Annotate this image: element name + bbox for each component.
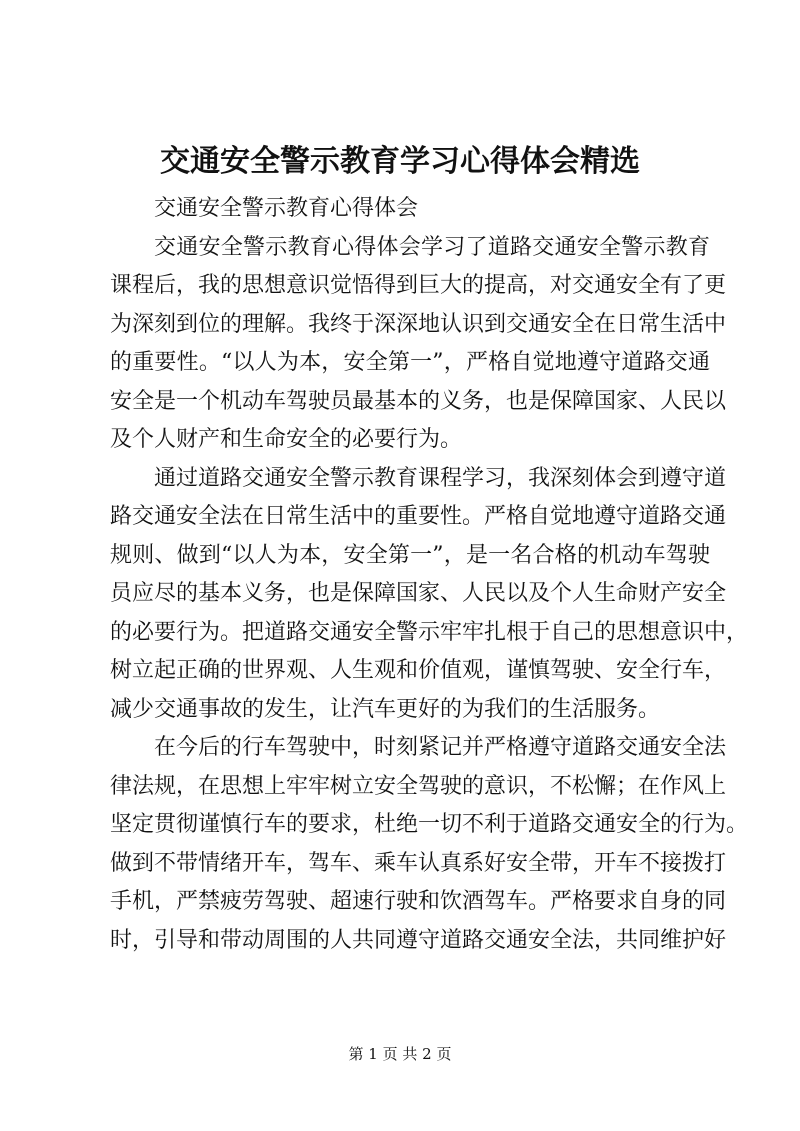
paragraph-line: 的重要性。“以人为本，安全第一”，严格自觉地遵守道路交通 <box>110 350 710 375</box>
paragraph-line: 律法规，在思想上牢牢树立安全驾驶的意识，不松懈；在作风上 <box>110 773 727 799</box>
paragraph-2 <box>110 460 749 730</box>
paragraph-line: 规则、做到“以人为本，安全第一”，是一名合格的机动车驾驶 <box>110 542 710 568</box>
paragraph-line: 时，引导和带动周围的人共同遵守道路交通安全法，共同维护好 <box>110 927 727 953</box>
paragraph-line: 路交通安全法在日常生活中的重要性。严格自觉地遵守道路交通 <box>110 504 727 529</box>
paragraph-line: 交通安全警示教育心得体会学习了道路交通安全警示教育 <box>154 234 710 260</box>
paragraph-line: 员应尽的基本义务，也是保障国家、人民以及个人生命财产安全 <box>110 581 727 606</box>
paragraph-line: 手机，严禁疲劳驾驶、超速行驶和饮酒驾车。严格要求自身的同 <box>110 889 727 914</box>
paragraph-line: 减少交通事故的发生，让汽车更好的为我们的生活服务。 <box>110 696 661 722</box>
paragraph-line: 为深刻到位的理解。我终于深深地认识到交通安全在日常生活中 <box>110 311 727 337</box>
paragraph-line: 课程后，我的思想意识觉悟得到巨大的提高，对交通安全有了更 <box>110 273 727 298</box>
paragraph-line: 坚定贯彻谨慎行车的要求，杜绝一切不利于道路交通安全的行为。 <box>110 812 749 837</box>
page-number-footer: 第 1 页 共 2 页 <box>348 1045 452 1063</box>
document-subtitle: 交通安全警示教育心得体会 <box>154 196 419 221</box>
paragraph-3 <box>110 729 749 960</box>
document-body <box>110 190 749 960</box>
paragraph-line: 及个人财产和生命安全的必要行为。 <box>110 427 463 452</box>
document-title: 交通安全警示教育学习心得体会精选 <box>160 144 640 179</box>
paragraph-line: 安全是一个机动车驾驶员最基本的义务，也是保障国家、人民以 <box>110 388 727 414</box>
paragraph-line: 在今后的行车驾驶中，时刻紧记并严格遵守道路交通安全法 <box>154 735 727 760</box>
paragraph-line: 的必要行为。把道路交通安全警示牢牢扎根于自己的思想意识中， <box>110 619 749 645</box>
paragraph-line: 树立起正确的世界观、人生观和价值观，谨慎驾驶、安全行车， <box>110 658 727 683</box>
paragraph-line: 通过道路交通安全警示教育课程学习，我深刻体会到遵守道 <box>154 465 727 491</box>
paragraph-1 <box>110 229 727 460</box>
paragraph-line: 做到不带情绪开车，驾车、乘车认真系好安全带，开车不接拨打 <box>110 850 727 876</box>
